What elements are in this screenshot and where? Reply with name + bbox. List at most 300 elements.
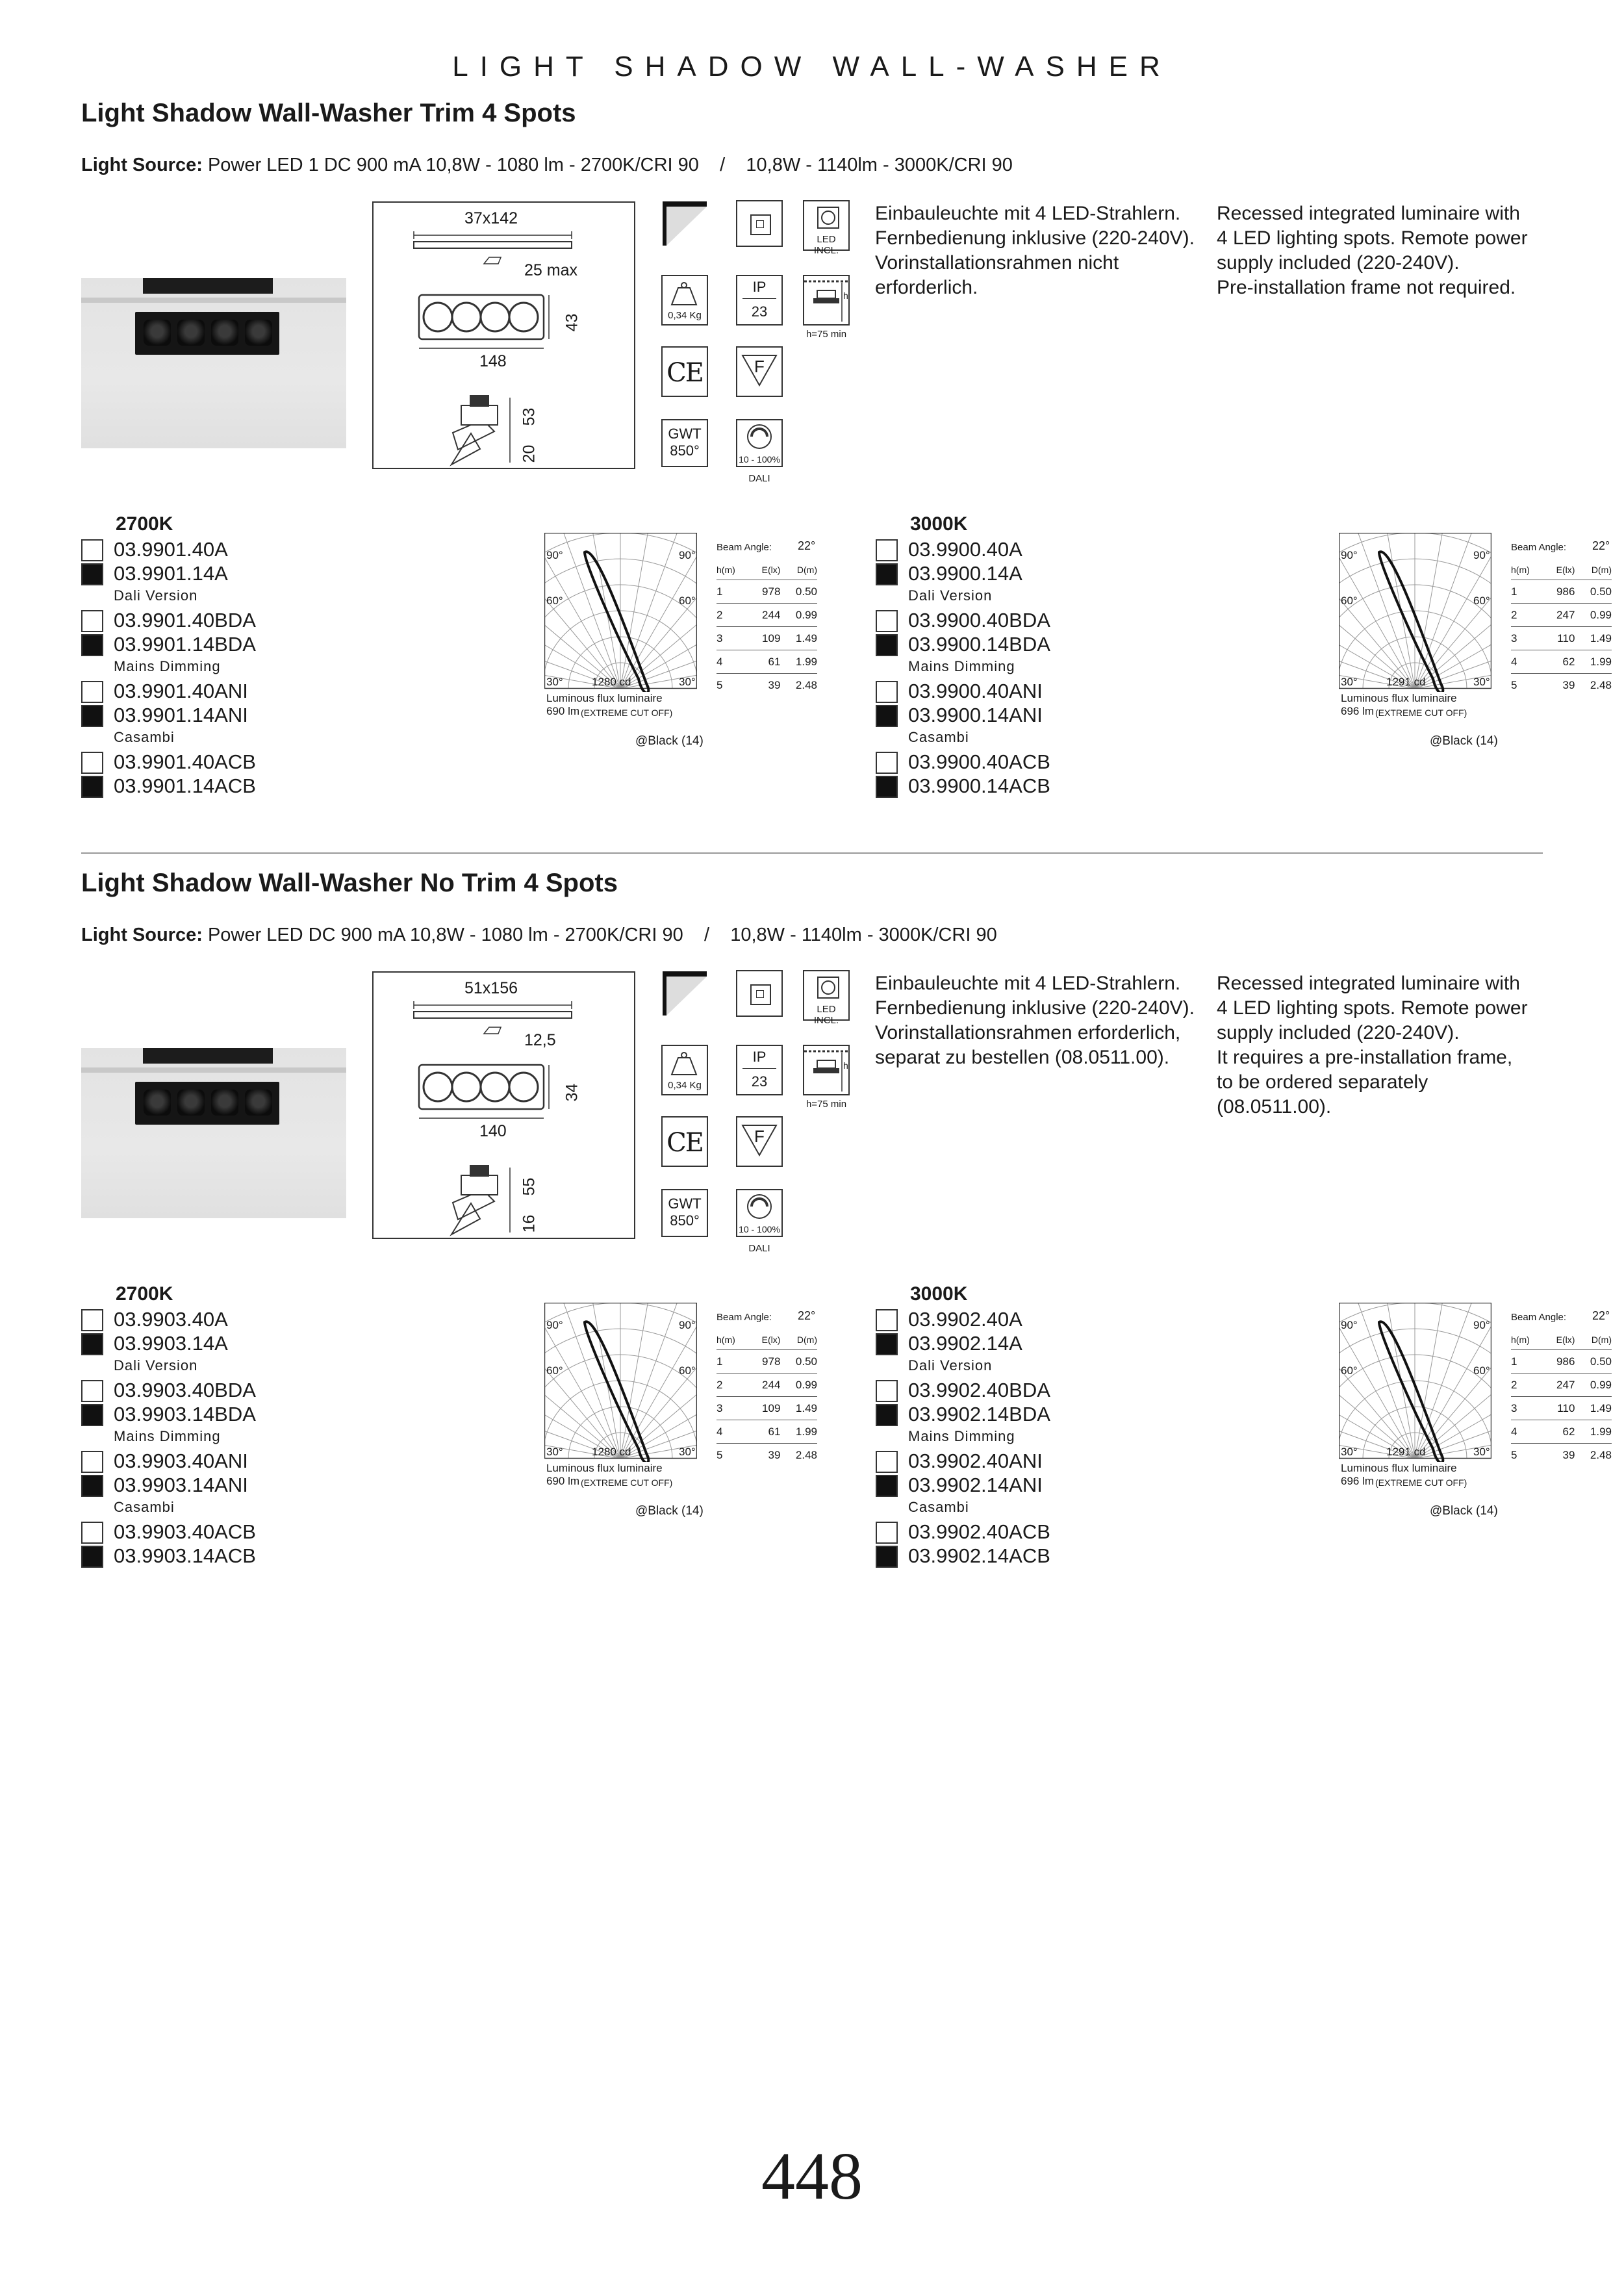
description-line: supply included (220-240V). [1217,252,1460,274]
dali-label: DALI [748,473,770,484]
page-number: 448 [761,2139,863,2214]
table-cell: 110 [1543,1397,1575,1420]
table-row [717,650,817,674]
gwt-icon [661,1189,708,1237]
f-label: F [754,1127,765,1146]
table-cell: 5 [717,678,723,691]
table-cell: 62 [1543,650,1575,674]
black-finish-swatch [81,705,103,727]
description-de [875,201,1195,300]
angle-30-left: 30° [546,1446,563,1458]
product-code: 03.9901.40A [114,538,228,561]
table-cell: 2.48 [1590,678,1612,691]
description-line: Einbauleuchte mit 4 LED-Strahlern. [875,973,1181,994]
table-cell: 5 [1511,678,1517,691]
table-header-cell: D(m) [1575,1330,1612,1350]
dim-width: 140 [479,1122,507,1140]
table-cell: 1 [1511,580,1543,604]
wall-wash-icon [661,200,708,247]
description-line: to be ordered separately [1217,1071,1428,1093]
white-finish-swatch [81,681,103,703]
beam-angle-label: Beam Angle: [717,1312,772,1323]
white-finish-swatch [876,681,898,703]
f-mark-icon [736,346,783,397]
finish-note: @Black (14) [1430,734,1498,748]
black-finish-swatch [876,1546,898,1568]
table-header [1511,1330,1612,1350]
table-cell: 0.99 [780,604,817,627]
polar-distribution-chart [1339,1303,1491,1462]
table-row [1511,1420,1612,1444]
ce-mark-icon [661,1116,708,1167]
section-title: Light Shadow Wall-Washer Trim 4 Spots [81,99,576,127]
recess-depth-icon [803,1045,850,1095]
black-finish-swatch [81,776,103,798]
description-line: erforderlich. [875,277,978,298]
table-cell: 1.99 [1575,1420,1612,1444]
flux-value: 690 lm [546,705,580,717]
product-code: 03.9902.14ANI [908,1474,1043,1496]
angle-60-left: 60° [546,594,563,607]
finish-note: @Black (14) [1430,1504,1498,1518]
dimmer-icon [736,1189,783,1237]
table-row [1511,674,1612,697]
product-code: 03.9901.40ACB [114,750,256,773]
f-mark-icon [736,1116,783,1167]
black-finish-swatch [81,1475,103,1497]
table-cell: 5 [1511,1448,1517,1461]
technical-drawing [372,971,635,1239]
recess-depth-icon [803,275,850,326]
led-incl-label: LED INCL. [813,234,839,256]
black-finish-swatch [876,776,898,798]
ce-label: CE [666,358,703,388]
candela-value: 1291 cd [1386,1446,1426,1458]
table-row [1511,580,1612,604]
h-label: h [843,1060,848,1071]
table-cell: 1 [717,1350,748,1373]
flux-label: Luminous flux luminaire [546,692,663,704]
angle-30-right: 30° [679,1446,696,1458]
table-cell: 1.99 [780,650,817,674]
polar-distribution-chart [544,1303,697,1462]
table-cell: 109 [748,627,780,650]
weight-label: 0,34 Kg [668,1080,702,1091]
weight-icon [661,1045,708,1095]
table-cell: 3 [717,1397,748,1420]
product-code: 03.9900.14BDA [908,633,1050,656]
flux-value: 696 lm [1341,705,1375,717]
dim-cutout: 37x142 [464,209,518,227]
dim-side-a: 53 [520,407,539,426]
description-line: Einbauleuchte mit 4 LED-Strahlern. [875,203,1181,224]
table-cell: 1.49 [1575,627,1612,650]
cutoff-label: (EXTREME CUT OFF) [1375,708,1467,718]
version-label: Dali Version [114,1357,198,1373]
product-photo [81,278,346,448]
table-cell: 62 [1543,1420,1575,1444]
light-source-spec: Power LED DC 900 mA 10,8W - 1080 lm - 2700K/CRI 90 / 10,8W - 1140lm - 3000K/CRI 90 [207,925,997,945]
light-source-line [81,925,997,946]
description-line: Recessed integrated luminaire with [1217,203,1520,224]
flux-label: Luminous flux luminaire [1341,1462,1457,1474]
table-cell: 0.99 [1575,1373,1612,1397]
cutoff-label: (EXTREME CUT OFF) [581,708,673,718]
candela-value: 1280 cd [592,676,631,688]
table-cell: 1.99 [1575,650,1612,674]
dim-depth: 12,5 [524,1031,556,1049]
beam-angle-value: 22° [1592,539,1610,552]
table-cell: 2 [1511,604,1543,627]
led-included-icon [803,970,850,1026]
gwt-icon [661,419,708,467]
product-code: 03.9902.40ACB [908,1520,1050,1543]
product-code: 03.9902.40BDA [908,1379,1050,1401]
product-code: 03.9900.40A [908,538,1022,561]
product-code: 03.9903.40ACB [114,1520,256,1543]
page-title: LIGHT SHADOW WALL-WASHER [452,51,1172,83]
table-cell: 244 [748,604,780,627]
polar-distribution-chart [1339,533,1491,692]
finish-note: @Black (14) [635,1504,704,1518]
product-code: 03.9902.40ANI [908,1450,1043,1472]
white-finish-swatch [81,1451,103,1473]
table-cell: 1.99 [780,1420,817,1444]
product-code: 03.9903.14ANI [114,1474,248,1496]
table-cell: 2.48 [1590,1448,1612,1461]
table-cell: 1.49 [780,1397,817,1420]
table-row [717,627,817,650]
candela-value: 1280 cd [592,1446,631,1458]
table-cell: 0.99 [1575,604,1612,627]
section-title: Light Shadow Wall-Washer No Trim 4 Spots [81,869,618,897]
f-label: F [754,357,765,376]
light-source-line [81,155,1013,176]
version-label: Dali Version [114,587,198,604]
product-code: 03.9900.40BDA [908,609,1050,632]
table-cell: 109 [748,1397,780,1420]
table-row [717,1373,817,1397]
product-code: 03.9903.14BDA [114,1403,256,1425]
product-photo [81,1048,346,1218]
product-code: 03.9903.14ACB [114,1544,256,1567]
table-header-cell: E(lx) [1543,1330,1575,1350]
product-code: 03.9900.14ACB [908,774,1050,797]
square-frame-icon [736,200,783,247]
product-code: 03.9902.40A [908,1308,1022,1331]
description-de [875,971,1195,1070]
table-header-cell: D(m) [780,1330,817,1350]
description-line: Pre-installation frame not required. [1217,277,1516,298]
description-line: supply included (220-240V). [1217,1022,1460,1043]
table-cell: 247 [1543,1373,1575,1397]
product-code: 03.9900.40ANI [908,680,1043,702]
table-header-cell: E(lx) [1543,560,1575,580]
angle-30-right: 30° [679,676,696,688]
white-finish-swatch [876,610,898,632]
flux-label: Luminous flux luminaire [1341,692,1457,704]
weight-icon [661,275,708,326]
beam-angle-value: 22° [798,539,816,552]
description-line: (08.0511.00). [1217,1096,1332,1118]
table-cell: 2.48 [795,1448,817,1461]
angle-60-right: 60° [679,594,696,607]
white-finish-swatch [81,610,103,632]
beam-angle-label: Beam Angle: [1511,1312,1567,1323]
table-cell: 61 [748,650,780,674]
white-finish-swatch [876,1309,898,1331]
ce-label: CE [666,1128,703,1158]
angle-60-right: 60° [679,1364,696,1377]
dim-depth: 25 max [524,261,577,279]
dimension-drawing [374,203,637,470]
product-code: 03.9901.14BDA [114,633,256,656]
flux-value: 696 lm [1341,1475,1375,1487]
table-row [717,604,817,627]
product-code: 03.9903.14A [114,1332,228,1355]
black-finish-swatch [81,1404,103,1426]
table-header-cell: D(m) [1575,560,1612,580]
gwt-temp: 850° [670,1212,700,1229]
beam-angle-value: 22° [1592,1309,1610,1322]
angle-60-left: 60° [1341,1364,1358,1377]
table-header-cell: h(m) [717,560,748,580]
table-cell: 2 [1511,1373,1543,1397]
table-row [717,1350,817,1373]
product-code: 03.9903.40ANI [114,1450,248,1472]
table-header-cell: h(m) [1511,1330,1543,1350]
ce-mark-icon [661,346,708,397]
table-row [1511,1373,1612,1397]
angle-60-left: 60° [546,1364,563,1377]
gwt-label: GWT [668,1195,702,1212]
color-temperature: 3000K [910,513,968,535]
table-row [717,674,817,697]
beam-angle-label: Beam Angle: [717,542,772,553]
table-row [1511,1397,1612,1420]
product-code: 03.9903.40A [114,1308,228,1331]
table-cell: 244 [748,1373,780,1397]
description-line: 4 LED lighting spots. Remote power [1217,997,1528,1019]
table-cell: 1.49 [780,627,817,650]
cutoff-label: (EXTREME CUT OFF) [581,1477,673,1488]
candela-value: 1291 cd [1386,676,1426,688]
color-temperature: 2700K [116,1283,173,1305]
product-code: 03.9901.40BDA [114,609,256,632]
table-header-cell: E(lx) [748,560,780,580]
table-row [1511,1444,1612,1467]
illuminance-table [717,560,817,696]
version-label: Mains Dimming [908,1428,1015,1444]
angle-60-left: 60° [1341,594,1358,607]
table-cell: 0.50 [1575,1350,1612,1373]
white-finish-swatch [876,1451,898,1473]
table-cell: 1 [717,580,748,604]
white-finish-swatch [876,1522,898,1544]
dimmer-icon [736,419,783,467]
dim-cutout: 51x156 [464,979,518,997]
finish-note: @Black (14) [635,734,704,748]
angle-30-right: 30° [1473,676,1490,688]
table-row [1511,604,1612,627]
table-header [1511,560,1612,580]
angle-90-left: 90° [546,549,563,561]
description-line: Recessed integrated luminaire with [1217,973,1520,994]
table-cell: 0.50 [1575,580,1612,604]
table-cell: 39 [768,678,781,691]
ip-label: IP [752,279,767,295]
angle-90-right: 90° [679,1319,696,1331]
white-finish-swatch [876,539,898,561]
dim-height: 34 [563,1083,581,1102]
wall-wash-icon [661,970,708,1017]
section-divider [81,852,1543,854]
ip-value: 23 [751,303,768,320]
table-cell: 1.49 [1575,1397,1612,1420]
black-finish-swatch [81,1333,103,1355]
table-cell: 0.50 [780,1350,817,1373]
angle-30-left: 30° [546,676,563,688]
angle-60-right: 60° [1473,1364,1490,1377]
description-line: Vorinstallationsrahmen erforderlich, [875,1022,1181,1043]
version-label: Mains Dimming [908,658,1015,674]
angle-30-right: 30° [1473,1446,1490,1458]
h-min-label: h=75 min [806,329,847,340]
angle-90-right: 90° [679,549,696,561]
table-cell: 986 [1543,1350,1575,1373]
gwt-temp: 850° [670,442,700,459]
beam-angle-value: 22° [798,1309,816,1322]
table-cell: 986 [1543,580,1575,604]
description-line: separat zu bestellen (08.0511.00). [875,1047,1170,1068]
white-finish-swatch [81,1380,103,1402]
version-label: Casambi [908,729,969,745]
cutoff-label: (EXTREME CUT OFF) [1375,1477,1467,1488]
angle-90-left: 90° [1341,549,1358,561]
beam-angle-label: Beam Angle: [1511,542,1567,553]
angle-60-right: 60° [1473,594,1490,607]
dim-height: 43 [563,313,581,332]
version-label: Casambi [114,1499,175,1515]
dimension-drawing [374,973,637,1240]
table-cell: 2 [717,604,748,627]
table-cell: 4 [717,1420,748,1444]
description-line: Vorinstallationsrahmen nicht [875,252,1119,274]
ip-label: IP [752,1049,767,1065]
h-min-label: h=75 min [806,1099,847,1110]
version-label: Casambi [114,729,175,745]
white-finish-swatch [81,1309,103,1331]
flux-value: 690 lm [546,1475,580,1487]
table-header [717,560,817,580]
table-row [717,1444,817,1467]
black-finish-swatch [81,634,103,656]
table-cell: 4 [1511,1420,1543,1444]
angle-90-right: 90° [1473,549,1490,561]
white-finish-swatch [81,752,103,774]
angle-90-left: 90° [1341,1319,1358,1331]
light-source-label: Light Source: [81,155,203,175]
table-cell: 5 [717,1448,723,1461]
white-finish-swatch [81,539,103,561]
table-cell: 2 [717,1373,748,1397]
table-cell: 39 [1562,1448,1575,1461]
table-cell: 0.50 [780,580,817,604]
description-line: 4 LED lighting spots. Remote power [1217,227,1528,249]
color-temperature: 2700K [116,513,173,535]
product-code: 03.9901.14ANI [114,704,248,726]
white-finish-swatch [81,1522,103,1544]
dim-range-label: 10 - 100% [739,1224,780,1234]
black-finish-swatch [81,563,103,585]
version-label: Dali Version [908,587,993,604]
table-row [717,1420,817,1444]
description-line: It requires a pre-installation frame, [1217,1047,1513,1068]
version-label: Mains Dimming [114,1428,221,1444]
polar-distribution-chart [544,533,697,692]
table-cell: 247 [1543,604,1575,627]
table-cell: 3 [1511,1397,1543,1420]
table-cell: 39 [1562,678,1575,691]
product-code: 03.9902.14ACB [908,1544,1050,1567]
description-line: Fernbedienung inklusive (220-240V). [875,227,1195,249]
dim-width: 148 [479,352,507,370]
dim-side-b: 20 [520,444,539,463]
illuminance-table [1511,560,1612,696]
angle-30-left: 30° [1341,1446,1358,1458]
illuminance-table [717,1330,817,1466]
dim-side-a: 55 [520,1177,539,1196]
product-code: 03.9900.14A [908,562,1022,585]
table-row [1511,1350,1612,1373]
table-header [717,1330,817,1350]
light-source-spec: Power LED 1 DC 900 mA 10,8W - 1080 lm - 2700K/CRI 90 / 10,8W - 1140lm - 3000K/CRI 90 [207,155,1013,175]
black-finish-swatch [876,634,898,656]
product-code: 03.9903.40BDA [114,1379,256,1401]
illuminance-table [1511,1330,1612,1466]
black-finish-swatch [876,1333,898,1355]
product-code: 03.9900.40ACB [908,750,1050,773]
product-code: 03.9901.14ACB [114,774,256,797]
dim-range-label: 10 - 100% [739,454,780,465]
version-label: Dali Version [908,1357,993,1373]
angle-90-right: 90° [1473,1319,1490,1331]
product-code: 03.9902.14BDA [908,1403,1050,1425]
table-header-cell: h(m) [1511,560,1543,580]
product-code: 03.9900.14ANI [908,704,1043,726]
led-incl-label: LED INCL. [813,1004,839,1026]
dim-side-b: 16 [520,1214,539,1233]
angle-90-left: 90° [546,1319,563,1331]
technical-drawing [372,201,635,469]
table-row [717,1397,817,1420]
description-en [1217,201,1528,300]
table-header-cell: D(m) [780,560,817,580]
weight-label: 0,34 Kg [668,310,702,321]
table-cell: 4 [717,650,748,674]
table-cell: 61 [748,1420,780,1444]
description-en [1217,971,1528,1119]
table-cell: 3 [717,627,748,650]
black-finish-swatch [876,563,898,585]
square-frame-icon [736,970,783,1017]
table-header-cell: E(lx) [748,1330,780,1350]
product-code: 03.9901.14A [114,562,228,585]
table-cell: 978 [748,1350,780,1373]
table-cell: 978 [748,580,780,604]
ip-rating-icon [736,1045,783,1095]
flux-label: Luminous flux luminaire [546,1462,663,1474]
